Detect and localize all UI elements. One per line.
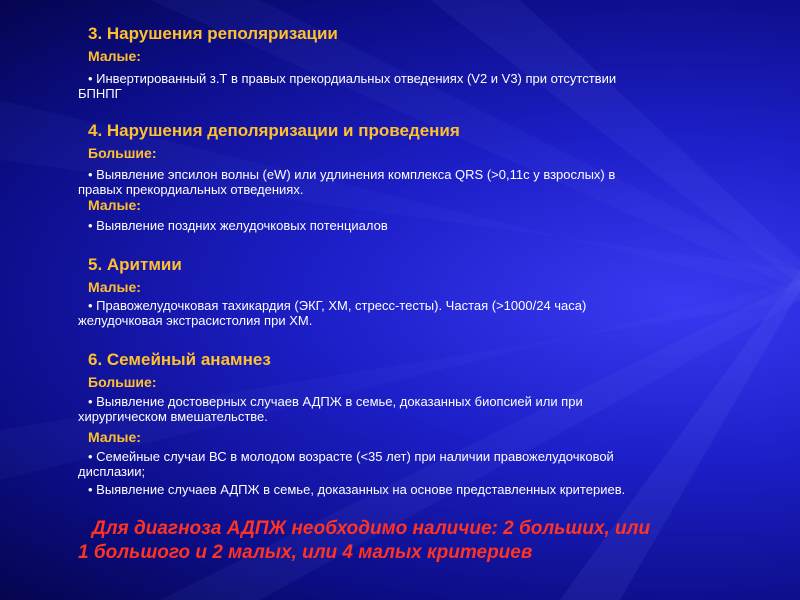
section-6-major-label: Большие: bbox=[88, 374, 157, 390]
section-5-minor-item: • Правожелудочковая тахикардия (ЭКГ, ХМ, стресс-тесты). Частая (>1000/24 часа) bbox=[88, 298, 587, 313]
section-3-heading: 3. Нарушения реполяризации bbox=[88, 24, 338, 43]
section-6-minor-item-1: • Семейные случаи ВС в молодом возрасте (<35 лет) при наличии правожелудочковой bbox=[88, 449, 614, 464]
section-3-minor-label: Малые: bbox=[88, 48, 141, 64]
conclusion-line-1: Для диагноза АДПЖ необходимо наличие: 2 больших, или bbox=[92, 518, 651, 539]
section-4-major-item: • Выявление эпсилон волны (eW) или удлинения комплекса QRS (>0,11с у взрослых) в bbox=[88, 167, 616, 182]
section-6-minor-label: Малые: bbox=[88, 429, 141, 445]
section-3-minor-item-cont: БПНПГ bbox=[78, 86, 122, 101]
section-5-heading: 5. Аритмии bbox=[88, 255, 182, 274]
section-4-major-item-cont: правых прекордиальных отведениях. bbox=[78, 182, 304, 197]
section-4-minor-item: • Выявление поздних желудочковых потенциалов bbox=[88, 218, 388, 233]
section-6-heading: 6. Семейный анамнез bbox=[88, 350, 271, 369]
section-4-heading: 4. Нарушения деполяризации и проведения bbox=[88, 121, 460, 140]
section-6-minor-item-2: • Выявление случаев АДПЖ в семье, доказанных на основе представленных критериев. bbox=[88, 482, 626, 497]
section-6-major-item: • Выявление достоверных случаев АДПЖ в семье, доказанных биопсией или при bbox=[88, 394, 583, 409]
conclusion-line-2: 1 большого и 2 малых, или 4 малых критериев bbox=[78, 542, 533, 563]
section-5-minor-label: Малые: bbox=[88, 279, 141, 295]
section-4-minor-label: Малые: bbox=[88, 197, 141, 213]
section-5-minor-item-cont: желудочковая экстрасистолия при ХМ. bbox=[78, 313, 313, 328]
section-6-minor-item-1-cont: дисплазии; bbox=[78, 464, 146, 479]
section-4-major-label: Большие: bbox=[88, 145, 157, 161]
section-6-major-item-cont: хирургическом вмешательстве. bbox=[78, 409, 268, 424]
section-3-minor-item: • Инвертированный з.Т в правых прекордиальных отведениях (V2 и V3) при отсутствии bbox=[88, 71, 617, 86]
